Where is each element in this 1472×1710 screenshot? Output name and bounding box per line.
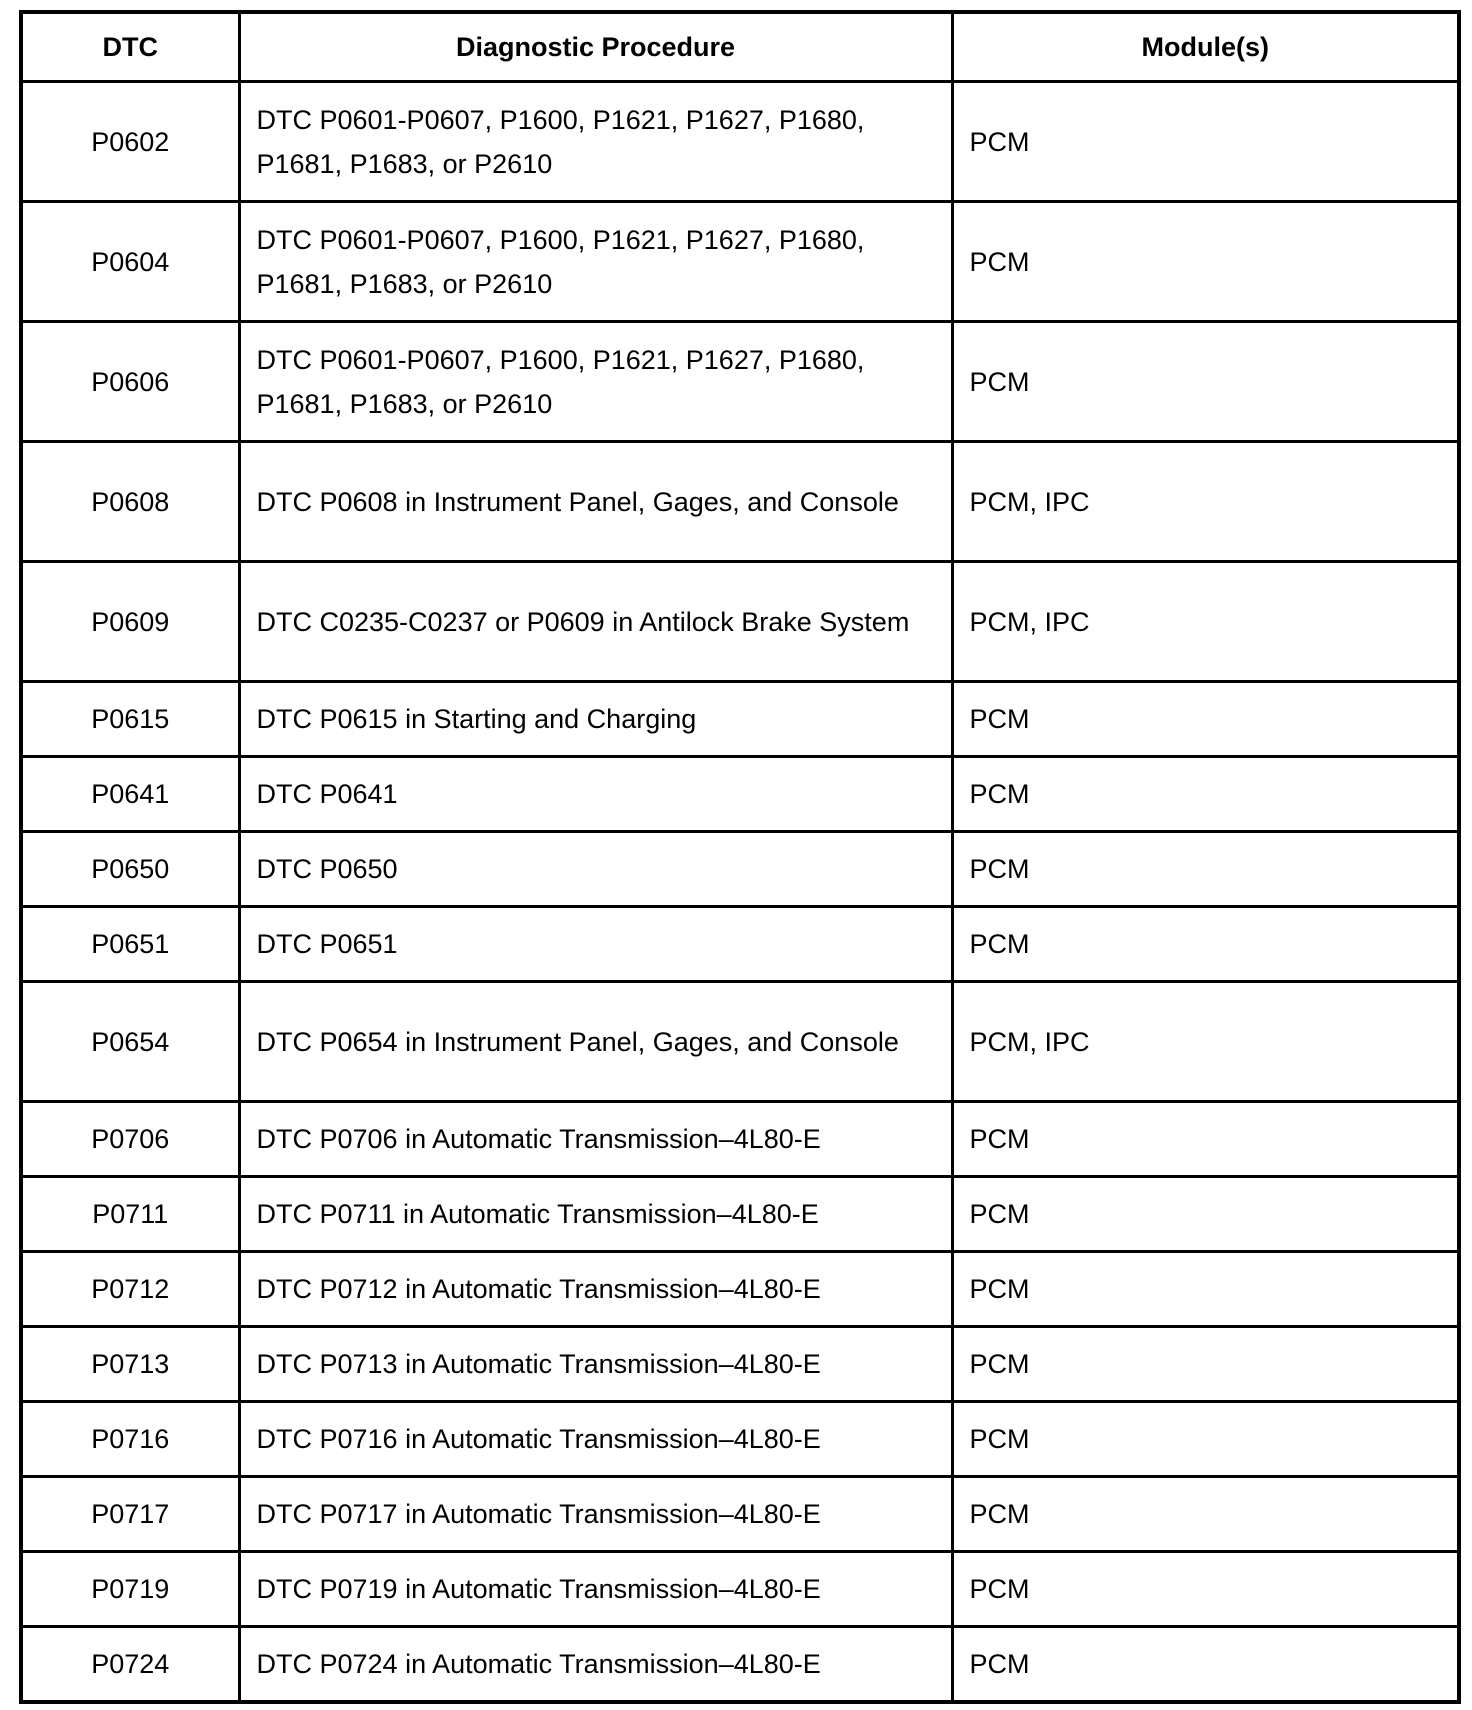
table-row [21, 202, 1459, 322]
table-row [21, 1327, 1459, 1402]
diagnostic-procedure: DTC P0608 in Instrument Panel, Gages, and Console [239, 442, 952, 562]
modules: PCM [952, 322, 1459, 442]
modules: PCM [952, 1177, 1459, 1252]
header-dtc: DTC [21, 12, 239, 82]
dtc-code: P0641 [21, 757, 239, 832]
modules: PCM [952, 1477, 1459, 1552]
table-row [21, 832, 1459, 907]
modules: PCM [952, 1402, 1459, 1477]
modules: PCM [952, 1327, 1459, 1402]
modules: PCM [952, 907, 1459, 982]
table-row [21, 442, 1459, 562]
modules: PCM [952, 832, 1459, 907]
diagnostic-procedure: DTC P0712 in Automatic Transmission–4L80-E [239, 1252, 952, 1327]
dtc-code: P0608 [21, 442, 239, 562]
dtc-code: P0716 [21, 1402, 239, 1477]
dtc-code: P0609 [21, 562, 239, 682]
modules: PCM [952, 757, 1459, 832]
diagnostic-procedure: DTC P0724 in Automatic Transmission–4L80-E [239, 1627, 952, 1703]
table-header-row [21, 12, 1459, 82]
table-row [21, 322, 1459, 442]
dtc-code: P0717 [21, 1477, 239, 1552]
diagnostic-procedure: DTC P0711 in Automatic Transmission–4L80-E [239, 1177, 952, 1252]
diagnostic-procedure: DTC P0713 in Automatic Transmission–4L80-E [239, 1327, 952, 1402]
table-row [21, 757, 1459, 832]
modules: PCM [952, 82, 1459, 202]
diagnostic-procedure: DTC C0235-C0237 or P0609 in Antilock Brake System [239, 562, 952, 682]
modules: PCM, IPC [952, 982, 1459, 1102]
dtc-code: P0712 [21, 1252, 239, 1327]
dtc-code: P0606 [21, 322, 239, 442]
table-row [21, 1477, 1459, 1552]
diagnostic-procedure: DTC P0601-P0607, P1600, P1621, P1627, P1680, P1681, P1683, or P2610 [239, 322, 952, 442]
table-row [21, 1552, 1459, 1627]
table-row [21, 562, 1459, 682]
table-row [21, 682, 1459, 757]
table-row [21, 1102, 1459, 1177]
dtc-code: P0602 [21, 82, 239, 202]
diagnostic-procedure: DTC P0650 [239, 832, 952, 907]
modules: PCM, IPC [952, 562, 1459, 682]
table-row [21, 982, 1459, 1102]
modules: PCM [952, 682, 1459, 757]
diagnostic-procedure: DTC P0706 in Automatic Transmission–4L80-E [239, 1102, 952, 1177]
dtc-table [19, 10, 1461, 1704]
dtc-code: P0706 [21, 1102, 239, 1177]
diagnostic-procedure: DTC P0716 in Automatic Transmission–4L80-E [239, 1402, 952, 1477]
dtc-code: P0713 [21, 1327, 239, 1402]
diagnostic-procedure: DTC P0654 in Instrument Panel, Gages, and Console [239, 982, 952, 1102]
dtc-code: P0724 [21, 1627, 239, 1703]
dtc-code: P0654 [21, 982, 239, 1102]
header-diagnostic-procedure: Diagnostic Procedure [239, 12, 952, 82]
table-row [21, 1627, 1459, 1703]
diagnostic-procedure: DTC P0615 in Starting and Charging [239, 682, 952, 757]
header-modules: Module(s) [952, 12, 1459, 82]
dtc-code: P0711 [21, 1177, 239, 1252]
diagnostic-procedure: DTC P0641 [239, 757, 952, 832]
dtc-code: P0651 [21, 907, 239, 982]
table-row [21, 1402, 1459, 1477]
table-row [21, 1252, 1459, 1327]
diagnostic-procedure: DTC P0717 in Automatic Transmission–4L80-E [239, 1477, 952, 1552]
table-row [21, 907, 1459, 982]
dtc-code: P0604 [21, 202, 239, 322]
modules: PCM [952, 202, 1459, 322]
diagnostic-procedure: DTC P0651 [239, 907, 952, 982]
dtc-code: P0650 [21, 832, 239, 907]
modules: PCM [952, 1552, 1459, 1627]
modules: PCM [952, 1627, 1459, 1703]
diagnostic-procedure: DTC P0719 in Automatic Transmission–4L80-E [239, 1552, 952, 1627]
dtc-code: P0719 [21, 1552, 239, 1627]
diagnostic-procedure: DTC P0601-P0607, P1600, P1621, P1627, P1680, P1681, P1683, or P2610 [239, 202, 952, 322]
diagnostic-procedure: DTC P0601-P0607, P1600, P1621, P1627, P1680, P1681, P1683, or P2610 [239, 82, 952, 202]
table-row [21, 82, 1459, 202]
table-row [21, 1177, 1459, 1252]
dtc-code: P0615 [21, 682, 239, 757]
modules: PCM [952, 1252, 1459, 1327]
modules: PCM, IPC [952, 442, 1459, 562]
modules: PCM [952, 1102, 1459, 1177]
